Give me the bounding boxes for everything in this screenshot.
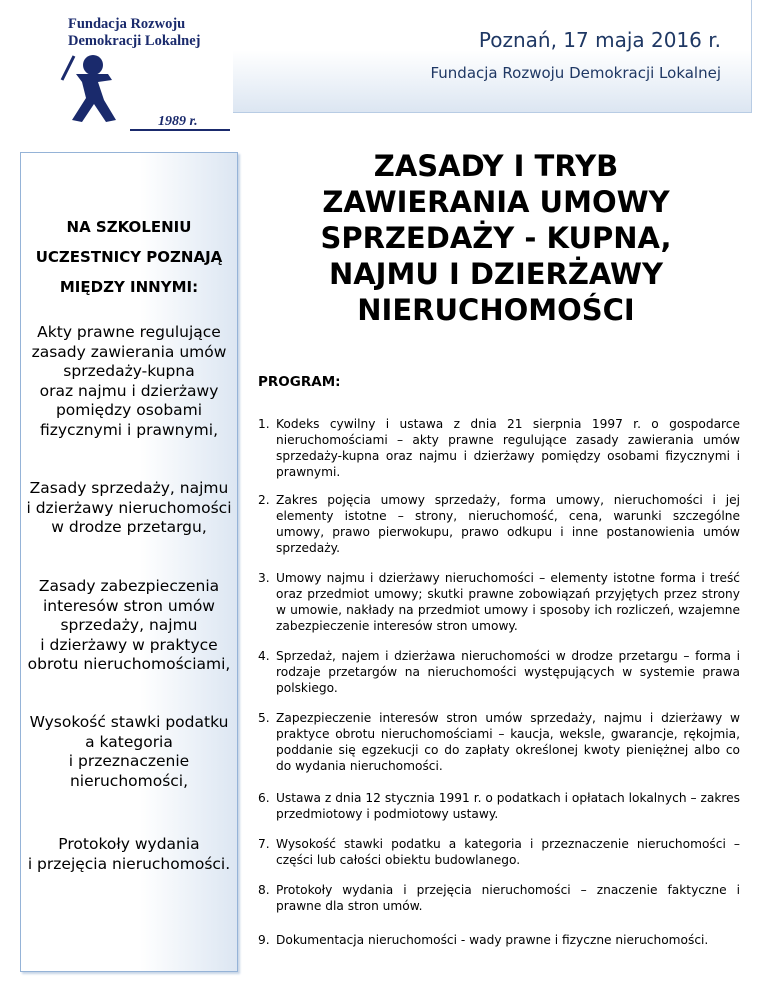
program-item-number: 5.	[258, 711, 270, 725]
program-item	[258, 492, 740, 556]
header-date: Poznań, 17 maja 2016 r.	[478, 28, 721, 52]
program-item-number: 1.	[258, 417, 270, 431]
program-item-text: Ustawa z dnia 12 stycznia 1991 r. o podatkach i opłatach lokalnych – zakres przedmiotowy i podmiotowy ustawy.	[276, 791, 740, 821]
program-item-text: Umowy najmu i dzierżawy nieruchomości – elementy istotne forma i treść oraz przedmiot umowy; skutki prawne zobowiązań przyjętych przez strony w umowie, nakłady na przedmiot umowy i sposoby ich rozliczeń, wzajemne zabezpieczenie interesów stron umowy.	[276, 571, 740, 633]
runner-figure-icon	[60, 52, 230, 132]
header-organization: Fundacja Rozwoju Demokracji Lokalnej	[430, 64, 721, 82]
program-item-text: Zakres pojęcia umowy sprzedaży, forma umowy, nieruchomości i jej elementy istotne – strony, nieruchomość, cena, warunki szczególne umowy, prawo pierwokupu, prawo odkupu i inne postanowienia umów sprzedaży.	[276, 493, 740, 555]
program-item-text: Sprzedaż, najem i dzierżawa nieruchomości w drodze przetargu – forma i rodzaje przetargów na nieruchomości występujących w systemie prawa polskiego.	[276, 649, 740, 695]
program-item-number: 4.	[258, 649, 270, 663]
sidebar-box	[20, 152, 238, 972]
logo-year: 1989 r.	[158, 114, 198, 129]
program-item-text: Dokumentacja nieruchomości - wady prawne i fizyczne nieruchomości.	[276, 933, 709, 947]
program-item-number: 8.	[258, 883, 270, 897]
sidebar-heading-line-3: MIĘDZY INNYMI:	[59, 278, 199, 296]
sidebar-item: Zasady sprzedaży, najmu i dzierżawy nieruchomości w drodze przetargu,	[26, 479, 232, 536]
sidebar-item: Akty prawne regulujące zasady zawierania umów sprzedaży-kupna oraz najmu i dzierżawy pomiędzy osobami fizycznymi i prawnymi,	[31, 323, 227, 439]
program-item	[258, 836, 740, 868]
program-item-number: 9.	[258, 933, 270, 947]
page-title: ZASADY I TRYB ZAWIERANIA UMOWY SPRZEDAŻY - KUPNA, NAJMU I DZIERŻAWY NIERUCHOMOŚCI	[320, 149, 672, 327]
program-item-text: Protokoły wydania i przejęcia nieruchomości – znaczenie faktyczne i prawne dla stron umów.	[276, 883, 740, 913]
program-item	[258, 570, 740, 634]
program-item	[258, 882, 740, 914]
program-label: PROGRAM:	[258, 374, 341, 390]
program-item-number: 3.	[258, 571, 270, 585]
sidebar-heading-line-1: NA SZKOLENIU	[66, 218, 192, 236]
sidebar-item: Protokoły wydania i przejęcia nieruchomości.	[27, 835, 231, 873]
sidebar-item: Zasady zabezpieczenia interesów stron umów sprzedaży, najmu i dzierżawy w praktyce obrotu nieruchomościami,	[27, 577, 231, 673]
foundation-logo	[60, 14, 230, 134]
program-item	[258, 790, 740, 822]
program-item-number: 6.	[258, 791, 270, 805]
program-item	[258, 648, 740, 696]
program-item	[258, 932, 740, 948]
header-box	[233, 0, 752, 113]
program-item	[258, 710, 740, 774]
program-item-number: 2.	[258, 493, 270, 507]
program-item-text: Zapezpieczenie interesów stron umów sprzedaży, najmu i dzierżawy w praktyce obrotu nieruchomościami – kaucja, weksle, gwarancje, rękojmia, poddanie się egzekucji co do zapłaty określonej kwoty pieniężnej albo co do wydania nieruchomości.	[276, 711, 740, 773]
sidebar-item: Wysokość stawki podatku a kategoria i przeznaczenie nieruchomości,	[29, 713, 229, 790]
program-item	[258, 416, 740, 480]
program-item-text: Wysokość stawki podatku a kategoria i przeznaczenie nieruchomości – części lub całości obiektu budowlanego.	[276, 837, 740, 867]
program-item-text: Kodeks cywilny i ustawa z dnia 21 sierpnia 1997 r. o gospodarce nieruchomościami – akty prawne regulujące zasady zawierania umów sprzedaży-kupna oraz najmu i dzierżawy pomiędzy osobami fizycznymi i prawnymi.	[276, 417, 740, 479]
program-item-number: 7.	[258, 837, 270, 851]
logo-name: Fundacja Rozwoju Demokracji Lokalnej	[68, 16, 201, 49]
sidebar-heading-line-2: UCZESTNICY POZNAJĄ	[35, 248, 223, 266]
